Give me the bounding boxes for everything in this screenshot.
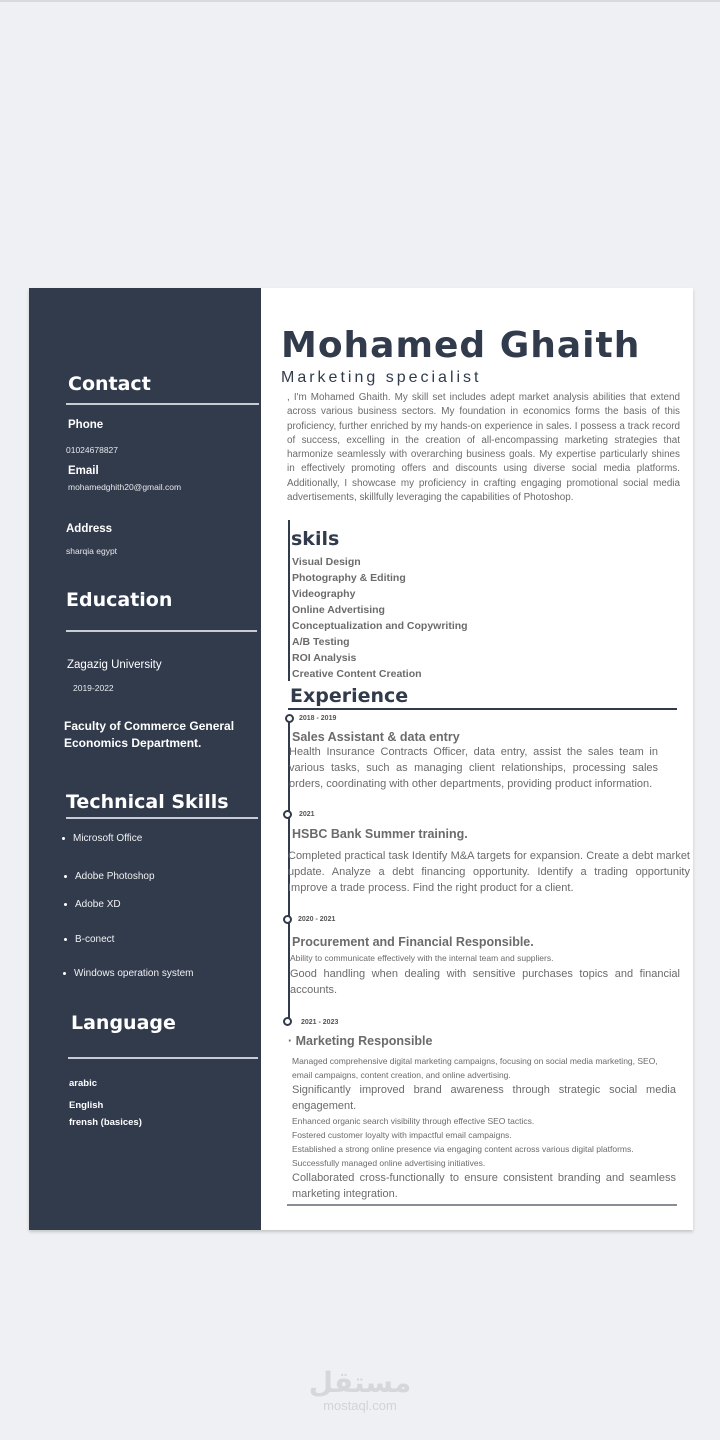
email-value: mohamedghith20@gmail.com [68, 482, 182, 492]
tech-skill-label: Adobe Photoshop [75, 871, 155, 882]
language-item: frensh (basices) [69, 1117, 142, 1128]
resume-main [261, 288, 693, 1230]
experience-line: Significantly improved brand awareness through strategic social media engagement. [292, 1084, 676, 1112]
resume-sidebar [29, 288, 261, 1230]
bullet-icon [64, 903, 67, 906]
skill-item: ROI Analysis [292, 652, 357, 664]
resume-page [29, 288, 693, 1230]
faculty-line-2: Economics Department. [64, 736, 202, 750]
candidate-title: Marketing specialist [281, 369, 482, 386]
experience-role: Sales Assistant & data entry [292, 730, 460, 744]
experience-role: · Marketing Responsible [288, 1034, 433, 1048]
education-years: 2019-2022 [73, 683, 114, 693]
bullet-icon [64, 875, 67, 878]
experience-description: Completed practical task Identify M&A targets for expansion. Create a debt market update. Analyze a debt financing opportunity. Identify a trading opportunity Improve a trade process. Find the right product for a client. [288, 850, 690, 894]
experience-line: Successfully managed online advertising initiatives. [292, 1158, 486, 1168]
mostaql-url: mostaql.com [323, 1398, 397, 1413]
experience-heading: Experience [290, 685, 409, 707]
experience-date: 2021 - 2023 [301, 1019, 339, 1026]
tech-skill-label: Windows operation system [74, 968, 194, 979]
skill-item: Conceptualization and Copywriting [292, 620, 468, 632]
timeline-node-icon [285, 714, 294, 723]
university-name: Zagazig University [67, 659, 162, 671]
contact-heading: Contact [68, 373, 151, 395]
experience-divider [288, 708, 677, 710]
tech-skill-label: B-conect [75, 934, 115, 945]
education-heading: Education [66, 589, 173, 611]
tech-skill-item [63, 968, 194, 979]
top-divider [0, 0, 720, 2]
timeline-node-icon [283, 1017, 292, 1026]
language-divider [68, 1057, 258, 1059]
experience-line: Fostered customer loyalty with impactful email campaigns. [292, 1130, 512, 1140]
tech-skill-item [62, 833, 142, 844]
contact-divider [66, 403, 259, 405]
skill-item: Visual Design [292, 556, 361, 568]
skill-item: Videography [292, 588, 356, 600]
timeline-node-icon [283, 915, 292, 924]
address-label: Address [66, 523, 113, 535]
skills-heading: skils [291, 528, 340, 550]
tech-skill-label: Microsoft Office [73, 833, 143, 844]
skill-item: A/B Testing [292, 636, 350, 648]
experience-role: Procurement and Financial Responsible. [292, 935, 534, 949]
tech-skill-item [64, 899, 121, 910]
experience-date: 2020 - 2021 [298, 916, 336, 923]
faculty-text [64, 718, 259, 752]
skill-item: Photography & Editing [292, 572, 406, 584]
technical-skills-heading: Technical Skills [66, 791, 229, 813]
experience-description-block [292, 1054, 676, 1202]
bottom-divider [287, 1204, 677, 1206]
faculty-line-1: Faculty of Commerce General [64, 719, 235, 733]
bullet-icon [64, 938, 67, 941]
experience-description: Health Insurance Contracts Officer, data entry, assist the sales team in various tasks, such as managing client relationships, processing sales orders, coordinating with other departments, providing product information. [289, 746, 658, 790]
tech-skill-item [64, 934, 114, 945]
phone-value: 01024678827 [66, 445, 119, 455]
experience-line: Collaborated cross-functionally to ensure consistent branding and seamless marketing integration. [292, 1172, 676, 1200]
experience-date: 2021 [299, 811, 315, 818]
mostaql-logo: مستقل [308, 1366, 412, 1399]
bullet-icon [63, 972, 66, 975]
timeline-node-icon [283, 810, 292, 819]
experience-role-text: Marketing Responsible [295, 1034, 433, 1048]
experience-line: Enhanced organic search visibility through effective SEO tactics. [292, 1116, 535, 1126]
email-label: Email [68, 465, 99, 477]
experience-description: Good handling when dealing with sensitive purchases topics and financial accounts. [290, 968, 680, 996]
language-item: English [69, 1100, 104, 1111]
profile-summary: , I'm Mohamed Ghaith. My skill set includes adept market analysis abilities that extend across various business sectors. My foundation in economics forms the basis of this proficiency, further enriched by my hands-on experience in sales. I possess a track record of success, excelling in the creation of all-encompassing marketing strategies that harmonize seamlessly with overarching business goals. My expertise particularly shines in effectively promoting offers and discounts using diverse social media platforms. Additionally, I showcase my proficiency in crafting engaging promotional social media advertisements, skillfully leveraging the capabilities of Photoshop. [287, 392, 680, 504]
skill-item: Online Advertising [292, 604, 385, 616]
mostaql-watermark [300, 1368, 420, 1413]
experience-description-small: Ability to communicate effectively with the internal team and suppliers. [290, 953, 554, 963]
phone-label: Phone [68, 419, 104, 431]
language-heading: Language [71, 1012, 176, 1034]
tech-skill-label: Adobe XD [75, 899, 121, 910]
technical-skills-divider [66, 817, 258, 819]
bullet-icon [62, 837, 65, 840]
language-item: arabic [69, 1078, 97, 1089]
experience-date: 2018 - 2019 [299, 715, 337, 722]
experience-line: Established a strong online presence via engaging content across various digital platforms. [292, 1144, 634, 1154]
skills-timeline-line [288, 520, 290, 681]
education-divider [66, 630, 257, 632]
tech-skill-item [64, 871, 155, 882]
skill-item: Creative Content Creation [292, 668, 422, 680]
address-value: sharqia egypt [66, 546, 118, 556]
experience-role: HSBC Bank Summer training. [292, 827, 468, 841]
experience-line: Managed comprehensive digital marketing campaigns, focusing on social media marketing, SEO, email campaigns, content creation, and online advertising. [292, 1056, 658, 1080]
candidate-name: Mohamed Ghaith [281, 325, 641, 366]
